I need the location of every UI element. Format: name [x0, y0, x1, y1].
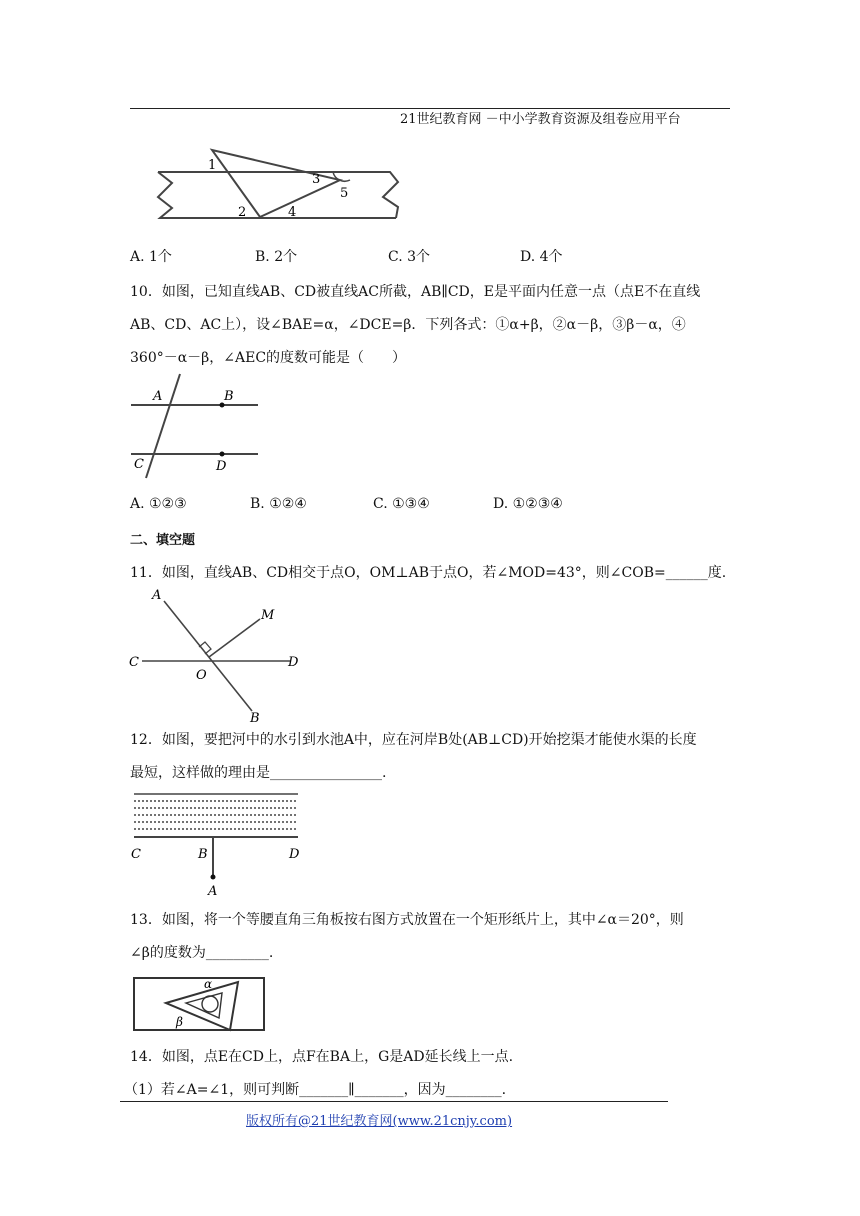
- q13-figure: [130, 974, 270, 1036]
- header-rule: [130, 108, 730, 109]
- q9-option-d: D. 4个: [520, 249, 563, 265]
- q13-text-line1: 13．如图，将一个等腰直角三角板按右图方式放置在一个矩形纸片上，其中∠α＝20°，则: [130, 912, 684, 928]
- q12-text-line1: 12．如图，要把河中的水引到水池A中，应在河岸B处(AB⊥CD)开始挖渠才能使水渠的长度: [130, 732, 697, 748]
- q11-label-o: O: [196, 668, 207, 683]
- q13-label-alpha: α: [204, 977, 213, 991]
- q14-text-line2: （1）若∠A=∠1，则可判断_______∥_______，因为________.: [124, 1082, 507, 1098]
- q11-label-a: A: [152, 588, 162, 603]
- q12-text-line2: 最短，这样做的理由是________________.: [130, 765, 387, 781]
- q10-label-c: C: [134, 457, 144, 472]
- q11-label-d: D: [288, 655, 299, 670]
- q12-label-a: A: [208, 884, 218, 899]
- footer-copyright-link[interactable]: 版权所有@21世纪教育网(www.21cnjy.com): [246, 1114, 513, 1129]
- q10-label-b: B: [224, 389, 234, 404]
- q10-label-a: A: [153, 389, 163, 404]
- q11-label-b: B: [250, 711, 260, 725]
- q14-text-line1: 14．如图，点E在CD上，点F在BA上，G是AD延长线上一点.: [130, 1049, 514, 1065]
- q10-option-a: A. ①②③: [130, 496, 187, 512]
- q11-text: 11．如图，直线AB、CD相交于点O，OM⊥AB于点O，若∠MOD=43°，则∠COB=______度.: [130, 565, 727, 581]
- q9-label-2: 2: [238, 205, 247, 220]
- q12-label-b: B: [198, 847, 208, 862]
- q9-label-1: 1: [208, 158, 217, 173]
- q12-label-c: C: [131, 847, 141, 862]
- q10-text-line2: AB、CD、AC上），设∠BAE=α，∠DCE=β．下列各式：①α+β，②α－β，③β－α，④: [130, 317, 686, 333]
- section-title-fill-in: 二、填空题: [130, 533, 196, 548]
- q9-option-a: A. 1个: [130, 249, 172, 265]
- q10-figure: [128, 370, 263, 480]
- q11-label-m: M: [261, 608, 275, 623]
- q12-figure: [128, 790, 306, 900]
- q9-option-b: B. 2个: [255, 249, 298, 265]
- q9-figure: [150, 145, 410, 225]
- q12-label-d: D: [289, 847, 300, 862]
- q10-option-d: D. ①②③④: [493, 496, 563, 512]
- footer-rule: [120, 1101, 668, 1102]
- q9-label-5: 5: [340, 186, 349, 201]
- q10-text-line3: 360°－α－β，∠AEC的度数可能是（ ）: [130, 350, 407, 366]
- header-site-title: 21世纪教育网 －中小学教育资源及组卷应用平台: [400, 112, 681, 127]
- q10-option-c: C. ①③④: [373, 496, 430, 512]
- q9-label-4: 4: [288, 205, 297, 220]
- q11-figure: [126, 585, 306, 725]
- q9-option-c: C. 3个: [388, 249, 431, 265]
- q9-label-3: 3: [312, 172, 321, 187]
- q10-option-b: B. ①②④: [250, 496, 307, 512]
- q10-text-line1: 10．如图，已知直线AB、CD被直线AC所截，AB∥CD，E是平面内任意一点（点E不在直线: [130, 284, 701, 300]
- q11-label-c: C: [129, 655, 139, 670]
- q13-label-beta: β: [176, 1015, 183, 1029]
- q10-label-d: D: [216, 459, 227, 474]
- q13-text-line2: ∠β的度数为_________.: [130, 945, 274, 961]
